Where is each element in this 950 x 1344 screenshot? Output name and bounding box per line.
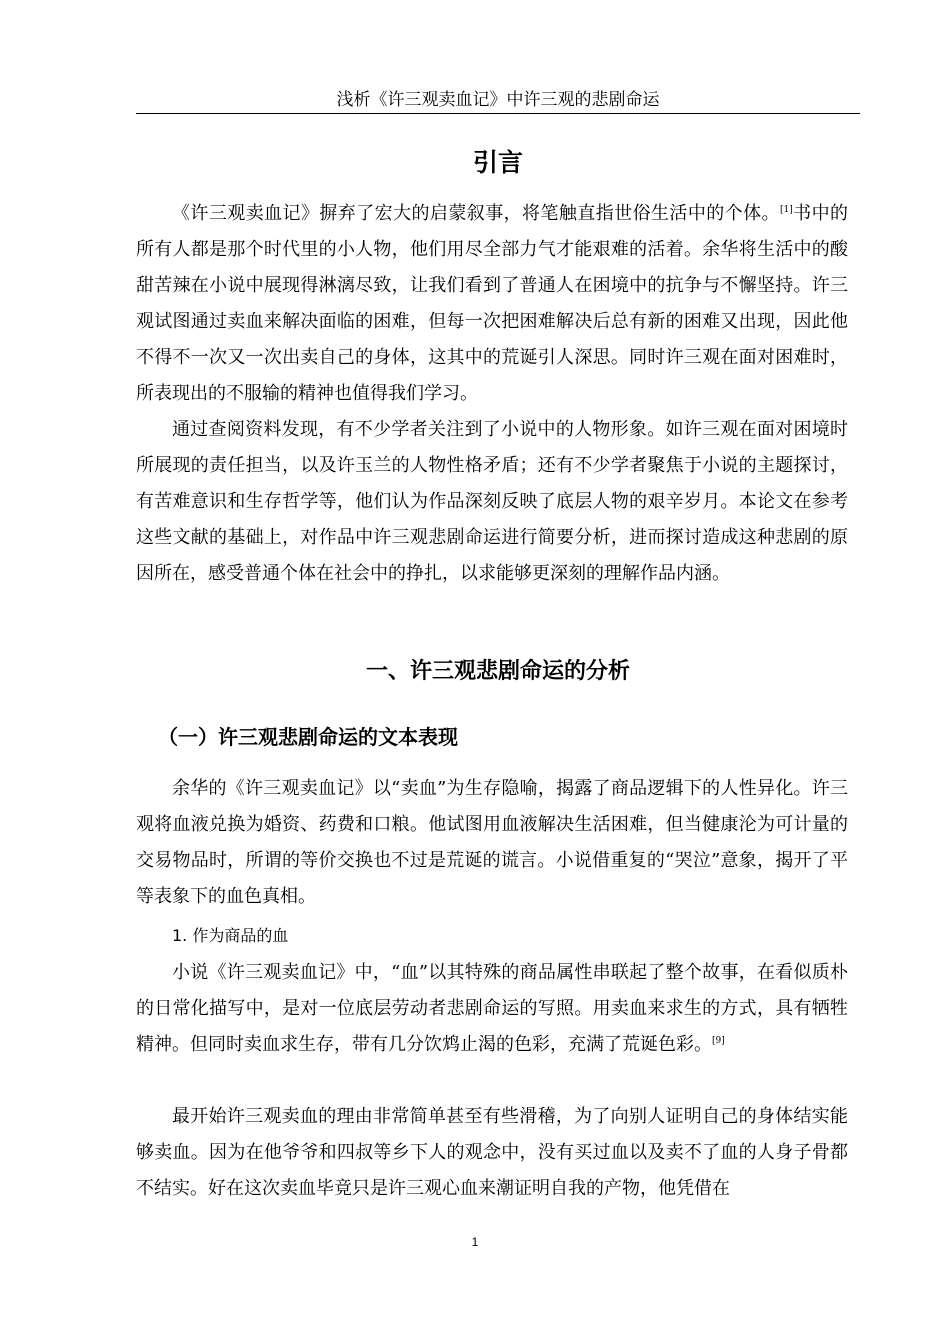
header-rule: [136, 113, 860, 114]
item1-p1-text: 小说《许三观卖血记》中，“血”以其特殊的商品属性串联起了整个故事，在看似质朴的日常化描写中，是对一位底层劳动者悲剧命运的写照。用卖血来求生的方式，具有牺牲精神。但同时卖血求生存，带有几分饮鸩止渴的色彩，充满了荒诞色彩。: [136, 962, 848, 1055]
subsection-1-paragraph: 余华的《许三观卖血记》以“卖血”为生存隐喻，揭露了商品逻辑下的人性异化。许三观将血液兑换为婚资、药费和口粮。他试图用血液解决生活困难，但当健康沦为可计量的交易物品时，所谓的等价交换也不过是荒诞的谎言。小说借重复的“哭泣”意象，揭开了平等表象下的血色真相。: [136, 778, 848, 907]
intro-p1-text-b: 书中的所有人都是那个时代里的小人物，他们用尽全部力气才能艰难的活着。余华将生活中的酸甜苦辣在小说中展现得淋漓尽致，让我们看到了普通人在困境中的抗争与不懈坚持。许三观试图通过卖血来解决面临的困难，但每一次把困难解决后总有新的困难又出现，因此他不得不一次又一次出卖自己的身体，这其中的荒诞引人深思。同时许三观在面对困难时，所表现出的不服输的精神也值得我们学习。: [136, 203, 849, 404]
intro-paragraph-2: 通过查阅资料发现，有不少学者关注到了小说中的人物形象。如许三观在面对困境时所展现的责任担当，以及许玉兰的人物性格矛盾；还有不少学者聚焦于小说的主题探讨，有苦难意识和生存哲学等，他们认为作品深刻反映了底层人物的艰辛岁月。本论文在参考这些文献的基础上，对作品中许三观悲剧命运进行简要分析，进而探讨造成这种悲剧的原因所在，感受普通个体在社会中的挣扎，以求能够更深刻的理解作品内涵。: [136, 419, 848, 584]
section-1-heading: 一、许三观悲剧命运的分析: [365, 659, 630, 684]
item-1-paragraph-2: 最开始许三观卖血的理由非常简单甚至有些滑稽，为了向别人证明自己的身体结实能够卖血。因为在他爷爷和四叔等乡下人的观念中，没有买过血以及卖不了血的人身子骨都不结实。好在这次卖血毕竟只是许三观心血来潮证明自我的产物，他凭借在: [136, 1106, 848, 1199]
page-number: 1: [471, 1235, 479, 1249]
citation-ref-1: [1]: [779, 205, 793, 215]
running-header: 浅析《许三观卖血记》中许三观的悲剧命运: [336, 90, 660, 110]
intro-paragraph-1: [136, 196, 848, 412]
item-1-heading: 1. 作为商品的血: [172, 926, 289, 945]
intro-p1-text-a: 《许三观卖血记》摒弃了宏大的启蒙叙事，将笔触直指世俗生活中的个体。: [172, 203, 780, 224]
item-1-paragraph-1: [136, 955, 848, 1063]
subsection-1-heading: （一）许三观悲剧命运的文本表现: [158, 725, 458, 749]
intro-heading: 引言: [472, 148, 523, 177]
citation-ref-9: [9]: [712, 1036, 725, 1046]
